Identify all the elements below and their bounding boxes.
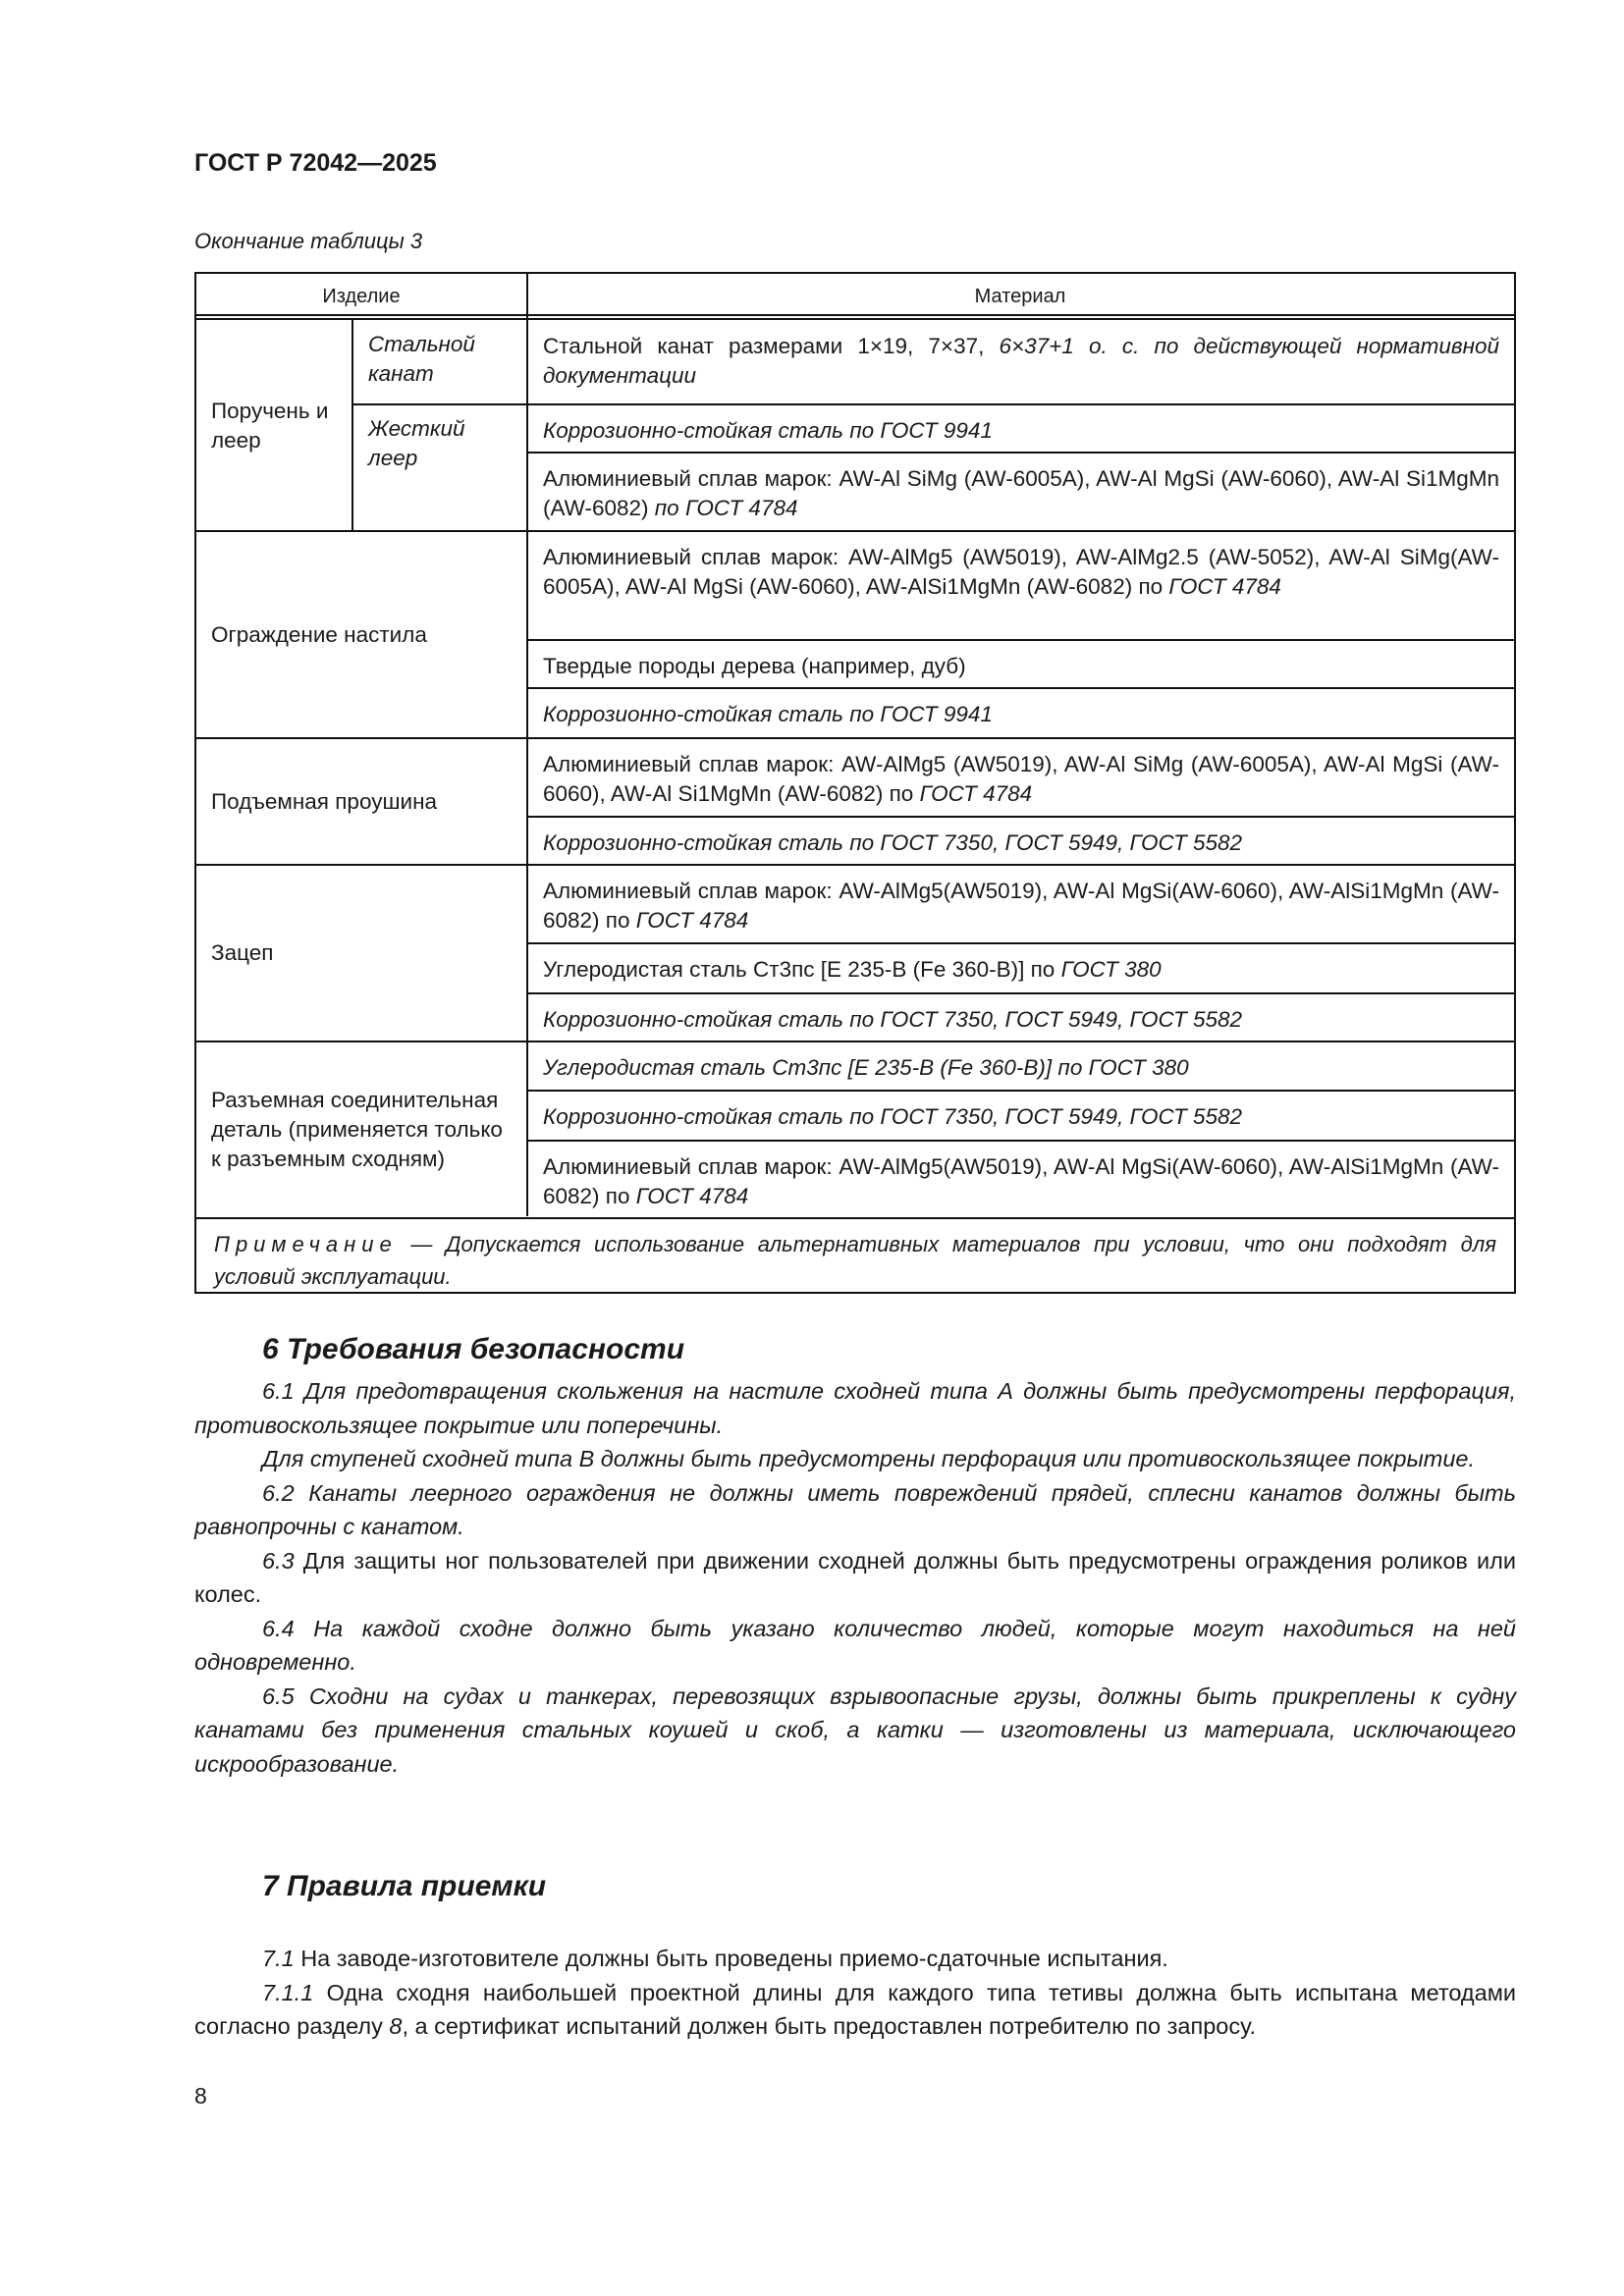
text-run: ГОСТ 4784 xyxy=(635,1184,749,1208)
paragraph xyxy=(194,1612,1516,1680)
text-run: 6.3 xyxy=(262,1547,295,1574)
text-run: Алюминиевый сплав марок: AW-AlMg5(AW5019), AW-Al MgSi(AW-6060), AW-AlSi1MgMn (AW-6082) по xyxy=(543,1154,1499,1208)
paragraph xyxy=(194,1680,1516,1782)
section-6-body xyxy=(194,1374,1516,1781)
material-cell xyxy=(528,1141,1514,1218)
section-heading: 6 Требования безопасности xyxy=(262,1333,685,1365)
material-cell xyxy=(528,1041,1514,1091)
text-run: Твердые породы дерева (например, дуб) xyxy=(543,654,966,678)
text-run: 6.4 На каждой сходне должно быть указано количество людей, которые могут находиться на ней одновременно. xyxy=(194,1615,1516,1675)
text-run: На заводе-изготовителе должны быть проведены приемо-сдаточные испытания. xyxy=(294,1946,1168,1971)
product-cell: Ограждение настила xyxy=(211,621,427,647)
table-rule xyxy=(196,314,1514,316)
table-caption: Окончание таблицы 3 xyxy=(194,229,423,253)
text-run: Коррозионно-стойкая сталь по ГОСТ 9941 xyxy=(543,702,993,726)
text-run: 6.5 Сходни на судах и танкерах, перевозящих взрывоопасные грузы, должны быть прикреплены к судну канатами без применения стальных коушей и скоб, а катки — изготовлены из материала, исключающего искрообразование. xyxy=(194,1682,1516,1777)
material-cell xyxy=(528,1091,1514,1141)
material-cell xyxy=(528,817,1514,865)
product-cell: Подъемная проушина xyxy=(211,788,438,814)
document-code: ГОСТ Р 72042—2025 xyxy=(194,149,437,177)
text-run: Алюминиевый сплав марок: AW-AlMg5(AW5019), AW-Al MgSi(AW-6060), AW-AlSi1MgMn (AW-6082) по xyxy=(543,879,1499,933)
material-cell xyxy=(528,404,1514,453)
header-product: Изделие xyxy=(322,285,401,307)
text-run: Коррозионно-стойкая сталь по ГОСТ 7350, ГОСТ 5949, ГОСТ 5582 xyxy=(543,1104,1243,1129)
product-cell: Зацеп xyxy=(211,940,274,965)
text-run: Для ступеней сходней типа В должны быть предусмотрены перфорация или противоскользящее покрытие. xyxy=(262,1446,1475,1471)
text-run: ГОСТ 4784 xyxy=(919,781,1033,806)
product-cell: Поручень и леер xyxy=(211,398,329,453)
text-run: ГОСТ 4784 xyxy=(635,908,749,933)
material-cell xyxy=(528,453,1514,531)
text-run: Алюминиевый сплав марок: AW-AlMg5 (AW5019), AW-Al SiMg (AW-6005A), AW-Al MgSi (AW-6060), AW-Al Si1MgMn (AW-6082) по xyxy=(543,752,1499,806)
table-rule xyxy=(352,320,353,531)
text-run: Для защиты ног пользователей при движении сходней должны быть предусмотрены ограждения роликов или колес. xyxy=(194,1547,1516,1607)
text-run: ГОСТ 4784 xyxy=(1168,574,1281,599)
material-cell xyxy=(528,865,1514,943)
material-cell xyxy=(528,993,1514,1041)
header-material: Материал xyxy=(974,285,1066,307)
paragraph xyxy=(194,1942,1516,1976)
paragraph xyxy=(194,1976,1516,2044)
table-note xyxy=(196,1218,1514,1294)
text-run: 7.1 xyxy=(262,1946,295,1971)
section-7-body xyxy=(194,1942,1516,2044)
paragraph xyxy=(194,1374,1516,1442)
paragraph xyxy=(194,1544,1516,1612)
text-run: Коррозионно-стойкая сталь по ГОСТ 9941 xyxy=(543,418,993,443)
note-label: Примечание xyxy=(214,1232,398,1256)
subproduct-cell: Жесткий леер xyxy=(368,416,465,470)
text-run: Коррозионно-стойкая сталь по ГОСТ 7350, ГОСТ 5949, ГОСТ 5582 xyxy=(543,830,1243,855)
text-run: по ГОСТ 4784 xyxy=(654,496,798,520)
subproduct-cell: Стальной канат xyxy=(368,332,475,386)
paragraph xyxy=(194,1442,1516,1476)
text-run: 6.2 Канаты леерного ограждения не должны иметь повреждений прядей, сплесни канатов должны быть равнопрочны с канатом. xyxy=(194,1479,1516,1539)
text-run: 6.1 Для предотвращения скольжения на настиле сходней типа А должны быть предусмотрены перфорация, противоскользящее покрытие или поперечины. xyxy=(194,1378,1516,1438)
text-run: 6×37+1 о. с. по действующей нормативной документации xyxy=(543,334,1499,388)
material-cell xyxy=(528,738,1514,817)
text-run: 7.1.1 xyxy=(262,1979,314,2005)
note-text: — Допускается использование альтернативных материалов при условии, что они подходят для условий эксплуатации. xyxy=(214,1232,1496,1289)
material-cell xyxy=(528,320,1514,404)
section-heading: 7 Правила приемки xyxy=(262,1870,547,1902)
text-run: Стальной канат размерами 1×19, 7×37, xyxy=(543,334,1000,358)
text-run: Коррозионно-стойкая сталь по ГОСТ 7350, ГОСТ 5949, ГОСТ 5582 xyxy=(543,1007,1243,1032)
product-cell: Разъемная соединительная деталь (применяется только к разъемным сходням) xyxy=(211,1088,503,1171)
text-run: Углеродистая сталь Ст3пс [Е 235-В (Fe 360-В)] по xyxy=(543,957,1061,982)
material-cell xyxy=(528,531,1514,640)
material-cell xyxy=(528,688,1514,738)
text-run: Алюминиевый сплав марок: AW-Al SiMg (AW-6005A), AW-Al MgSi (AW-6060), AW-Al Si1MgMn (AW-6082) xyxy=(543,466,1499,520)
text-run: 8 xyxy=(389,2013,403,2039)
text-run: , а сертификат испытаний должен быть предоставлен потребителю по запросу. xyxy=(402,2013,1257,2039)
text-run: Углеродистая сталь Ст3пс [Е 235-В (Fe 360-В)] по ГОСТ 380 xyxy=(543,1055,1189,1080)
material-cell xyxy=(528,943,1514,993)
paragraph xyxy=(194,1476,1516,1544)
text-run: ГОСТ 380 xyxy=(1060,957,1162,982)
materials-table xyxy=(194,272,1516,1294)
text-run: Алюминиевый сплав марок: AW-AlMg5 (AW5019), AW-AlMg2.5 (AW-5052), AW-Al SiMg(AW-6005A), AW-Al MgSi (AW-6060), AW-AlSi1MgMn (AW-6082) по xyxy=(543,545,1499,599)
page-number: 8 xyxy=(194,2083,207,2109)
text-run: Одна сходня наибольшей проектной длины для каждого типа тетивы должна быть испытана методами согласно разделу xyxy=(194,1979,1516,2039)
material-cell xyxy=(528,640,1514,688)
